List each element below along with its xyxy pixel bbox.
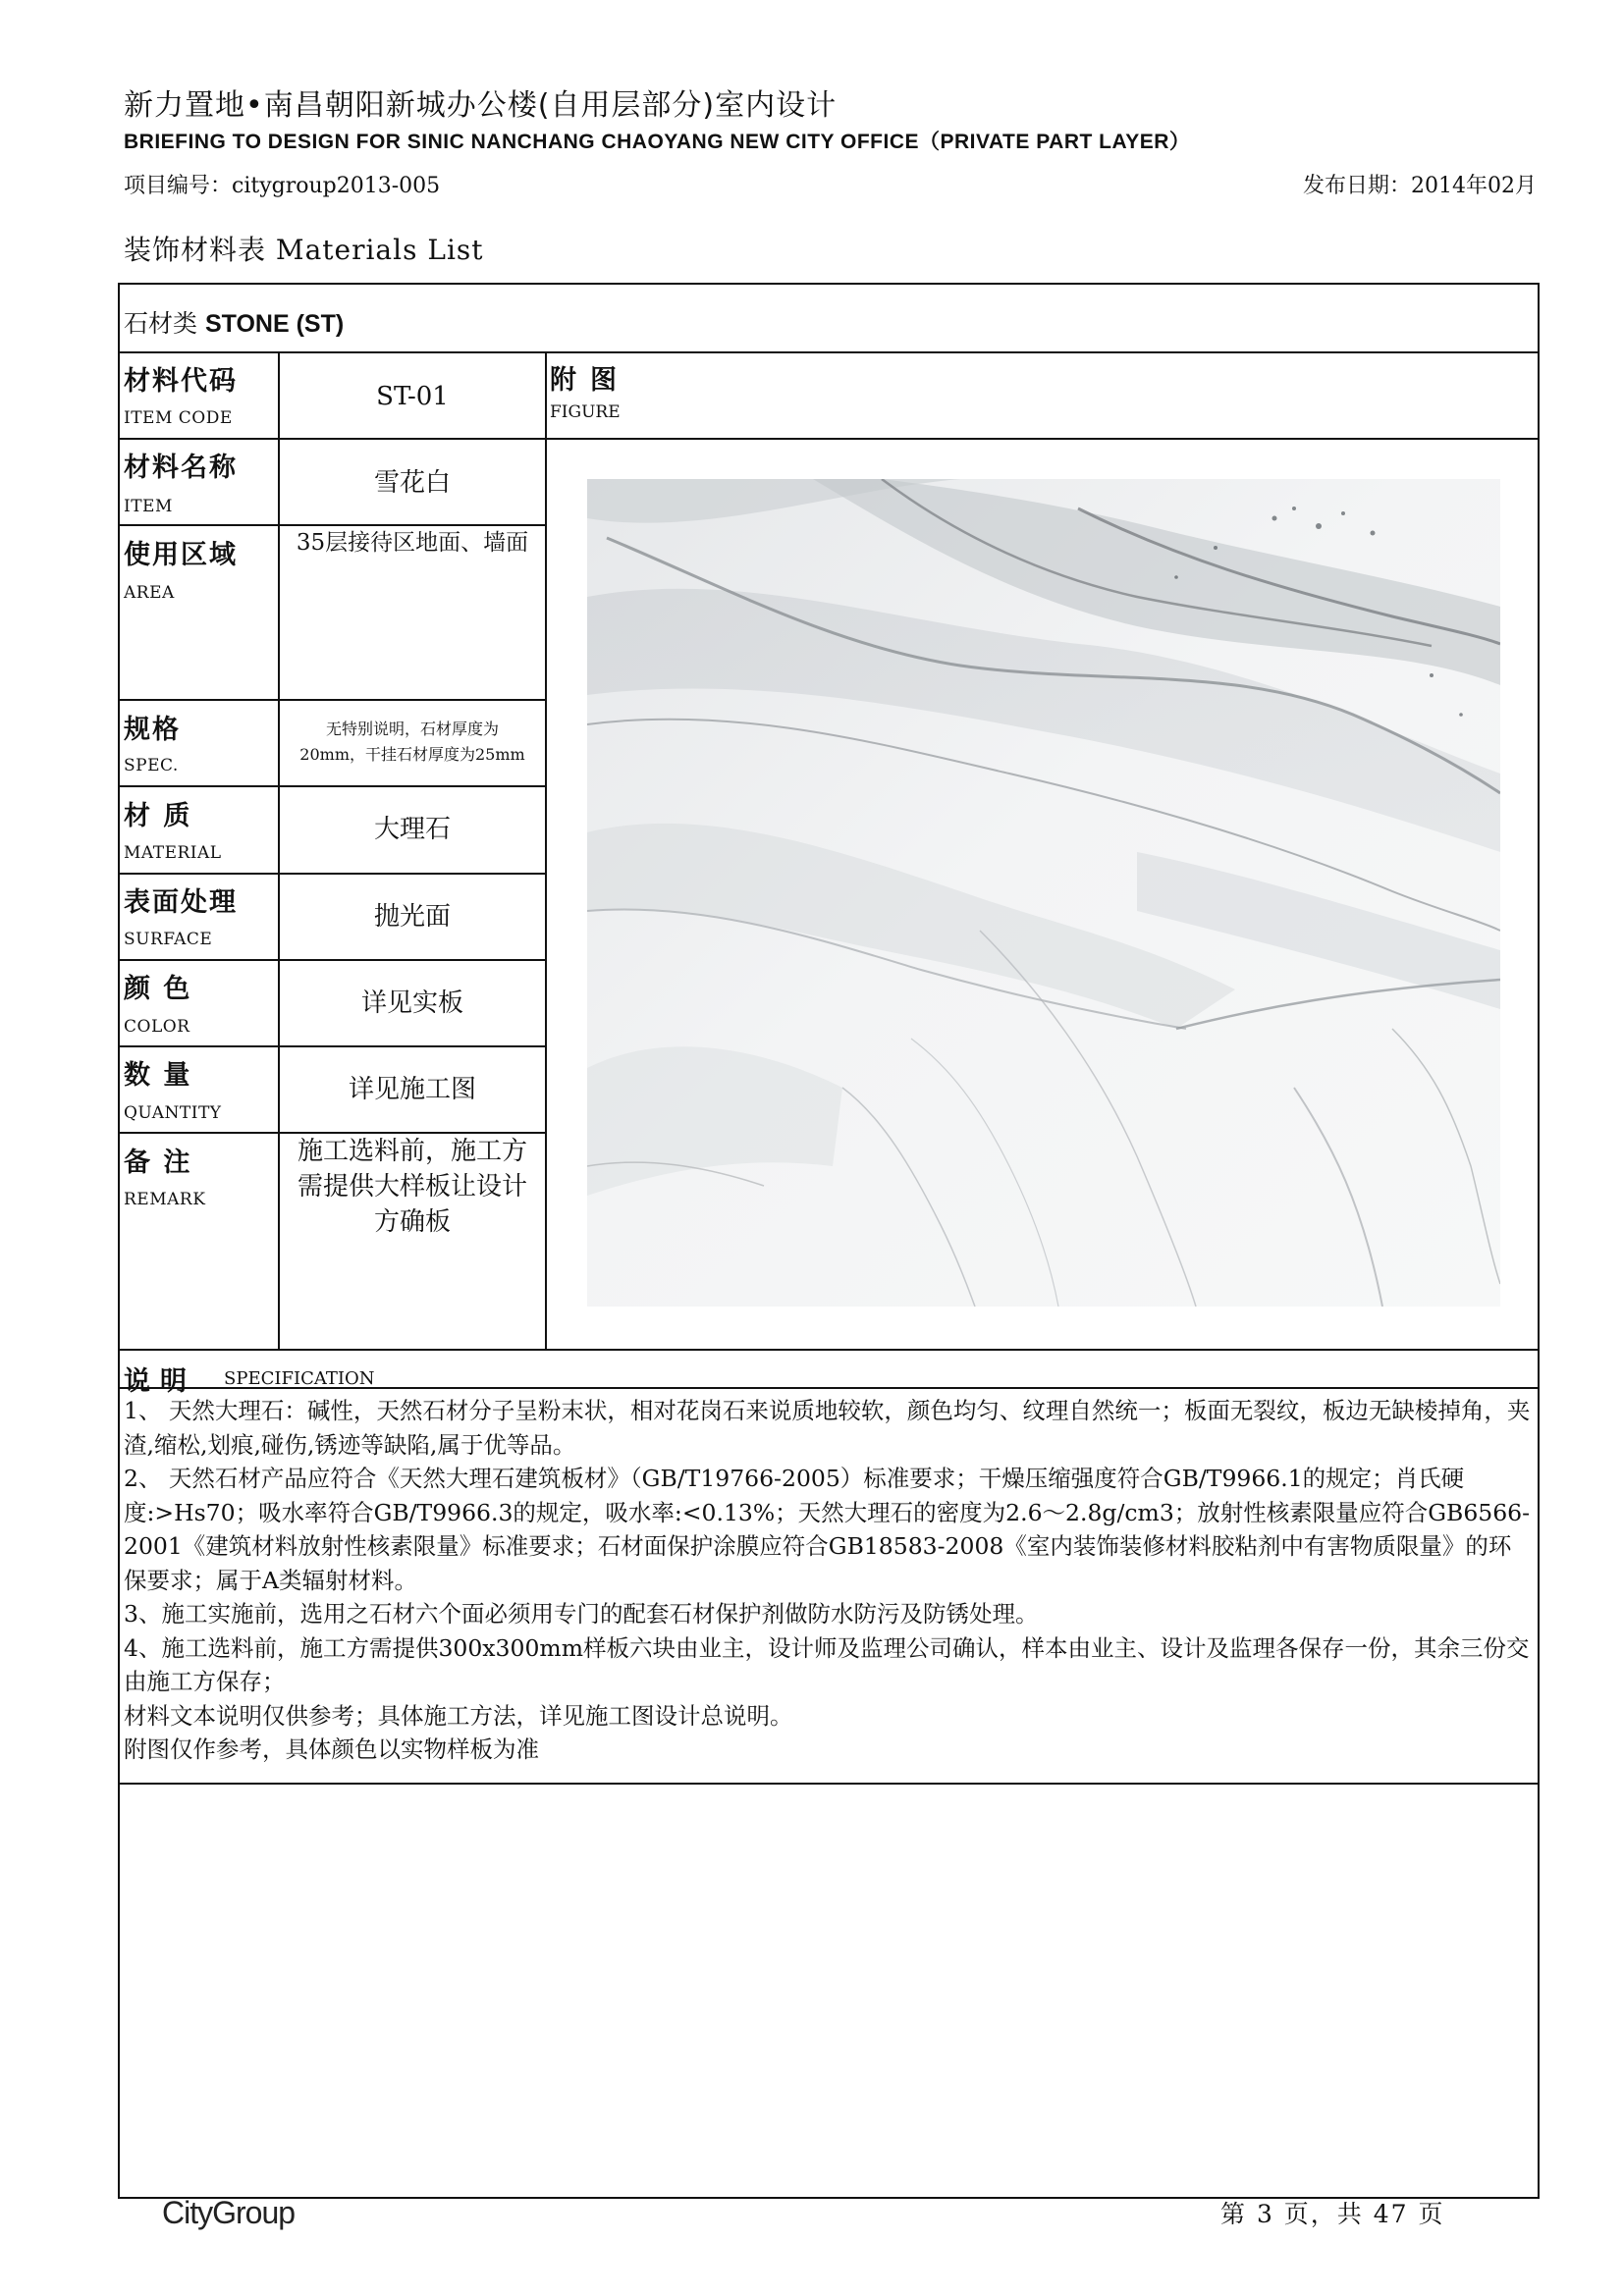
label-item-code: 材料代码 — [124, 366, 238, 397]
spec-line: 3、施工实施前，选用之石材六个面必须用专门的配套石材保护剂做防水防污及防锈处理。 — [124, 1600, 1039, 1628]
specification-text — [124, 1394, 1534, 1767]
value-item-code: ST-01 — [376, 382, 449, 411]
row-divider — [118, 699, 546, 701]
table-divider — [118, 1349, 1540, 1351]
project-number: 项目编号：citygroup2013-005 — [124, 174, 441, 198]
document-subtitle: BRIEFING TO DESIGN FOR SINIC NANCHANG CHAOYANG NEW CITY OFFICE（PRIVATE PART LAYER） — [124, 131, 1191, 153]
value-quantity: 详见施工图 — [348, 1075, 476, 1104]
label-spec-en: SPEC. — [124, 756, 179, 775]
figure-label: 附图 — [550, 365, 630, 396]
figure-label-en: FIGURE — [550, 402, 621, 422]
label-material: 材 质 — [124, 801, 192, 831]
label-remark: 备 注 — [124, 1148, 192, 1178]
table-divider — [118, 351, 1540, 353]
spec-line: 材料文本说明仅供参考；具体施工方法，详见施工图设计总说明。 — [124, 1701, 793, 1730]
spec-line: 附图仅作参考，具体颜色以实物样板为准 — [124, 1735, 539, 1763]
row-divider — [118, 1045, 546, 1047]
row-divider — [118, 785, 546, 787]
value-spec: 无特别说明，石材厚度为20mm，干挂石材厚度为25mm — [299, 720, 525, 764]
label-item-name: 材料名称 — [124, 453, 238, 483]
document-title: 新力置地•南昌朝阳新城办公楼(自用层部分)室内设计 — [124, 88, 838, 123]
value-remark: 施工选料前，施工方需提供大样板让设计方确板 — [297, 1137, 527, 1237]
label-item-name-en: ITEM — [124, 497, 173, 516]
value-area: 35层接待区地面、墙面 — [296, 530, 529, 556]
label-spec: 规格 — [124, 715, 181, 745]
marble-sample-image — [587, 479, 1500, 1307]
label-color: 颜 色 — [124, 974, 192, 1004]
spec-line: 1、 天然大理石：碱性，天然石材分子呈粉末状，相对花岗石来说质地较软，颜色均匀、纹理自然统一；板面无裂纹，板边无缺棱掉角，夹渣,缩松,划痕,碰伤,锈迹等缺陷,属于优等品。 — [124, 1397, 1531, 1459]
value-color: 详见实板 — [360, 988, 463, 1018]
label-material-en: MATERIAL — [124, 843, 222, 863]
row-divider — [118, 959, 546, 961]
spec-line: 2、 天然石材产品应符合《天然大理石建筑板材》（GB/T19766-2005）标准要求；干燥压缩强度符合GB/T9966.1的规定；肖氏硬度:>Hs70；吸水率符合GB/T9966.3的规定，吸水率:<0.13%；天然大理石的密度为2.6～2.8g/cm3；放射性核素限量应符合GB6566-2001《建筑材料放射性核素限量》标准要求；石材面保护涂膜应符合GB18583-2008《室内装饰装修材料胶粘剂中有害物质限量》的环保要求；属于A类辐射材料。 — [124, 1465, 1531, 1594]
label-color-en: COLOR — [124, 1017, 190, 1037]
label-remark-en: REMARK — [124, 1190, 206, 1209]
label-surface-en: SURFACE — [124, 930, 213, 949]
company-logo: CityGroup — [162, 2195, 296, 2230]
label-quantity: 数 量 — [124, 1060, 192, 1091]
label-quantity-en: QUANTITY — [124, 1103, 222, 1123]
value-item-name: 雪花白 — [373, 468, 451, 498]
materials-list-title: 装饰材料表 Materials List — [124, 234, 484, 266]
value-material: 大理石 — [373, 815, 451, 844]
row-divider — [118, 873, 546, 875]
table-divider — [118, 438, 1540, 440]
page-number: 第 3 页，共 47 页 — [1220, 2200, 1445, 2228]
column-divider — [545, 351, 547, 1349]
table-divider — [118, 1783, 1540, 1785]
label-area: 使用区域 — [124, 540, 238, 570]
specification-label: 说明 — [124, 1366, 196, 1397]
column-divider — [278, 351, 280, 1349]
publish-date: 发布日期：2014年02月 — [1303, 174, 1537, 198]
spec-line: 4、施工选料前，施工方需提供300x300mm样板六块由业主，设计师及监理公司确认，样本由业主、设计及监理各保存一份，其余三份交由施工方保存； — [124, 1633, 1530, 1695]
label-surface: 表面处理 — [124, 887, 238, 918]
specification-label-en: SPECIFICATION — [224, 1368, 375, 1389]
label-item-code-en: ITEM CODE — [124, 408, 233, 428]
section-title: 石材类 STONE (ST) — [124, 309, 345, 338]
label-area-en: AREA — [124, 583, 175, 603]
value-surface: 抛光面 — [373, 902, 451, 932]
